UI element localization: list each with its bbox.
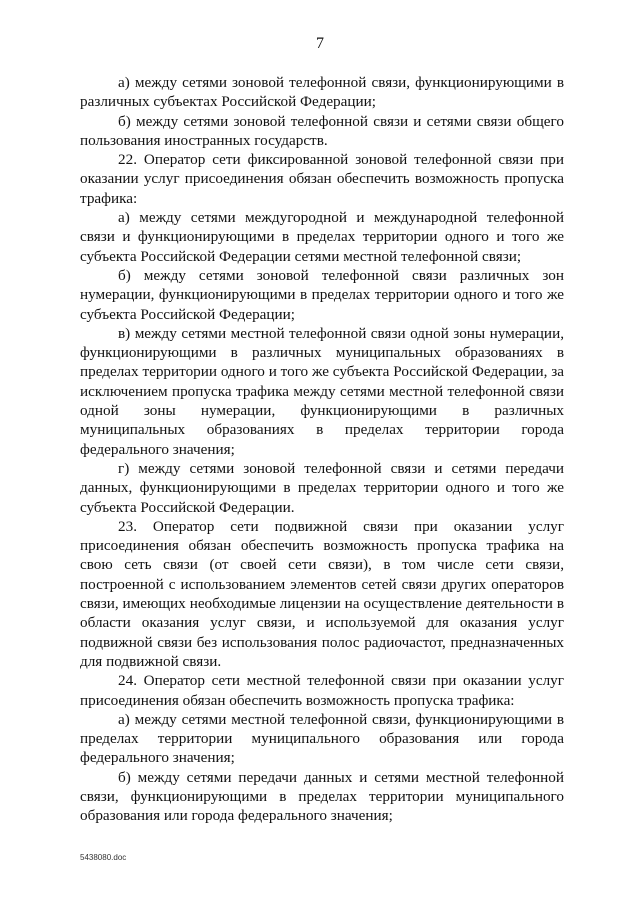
paragraph: а) между сетями зоновой телефонной связи, функционирующими в различных субъектах Российской Федерации; bbox=[80, 74, 564, 111]
paragraph: а) между сетями междугородной и международной телефонной связи и функционирующими в пределах территории одного и того же субъекта Российской Федерации сетями местной телефонной связи; bbox=[80, 209, 564, 265]
paragraph: б) между сетями передачи данных и сетями местной телефонной связи, функционирующими в пределах территории муниципального образования или города федерального значения; bbox=[80, 768, 564, 825]
document-body bbox=[80, 73, 564, 826]
paragraph: в) между сетями местной телефонной связи одной зоны нумерации, функционирующими в различных муниципальных образованиях в пределах территории одного и того же субъекта Российской Федерации, за исключением пропуска трафика между сетями местной телефонной связи одной зоны нумерации, функционирующими в различных муниципальных образованиях в пределах территории города федерального значения; bbox=[80, 324, 564, 458]
paragraph: б) между сетями зоновой телефонной связи различных зон нумерации, функционирующими в пределах территории одного и того же субъекта Российской Федерации; bbox=[80, 266, 564, 323]
file-name-footer: 5438080.doc bbox=[80, 853, 127, 862]
paragraph: а) между сетями местной телефонной связи, функционирующими в пределах территории муниципального образования или города федерального значения; bbox=[80, 710, 564, 767]
paragraph: 23. Оператор сети подвижной связи при оказании услуг присоединения обязан обеспечить возможность пропуска трафика на свою сеть связи (от своей сети связи), в том числе сети связи, построенной с использованием элементов сетей связи других операторов связи, имеющих необходимые лицензии на осуществление деятельности в области оказания услуг связи, и используемой для оказания услуг подвижной связи без использования полос радиочастот, предназначенных для подвижной связи. bbox=[80, 517, 564, 670]
paragraph: б) между сетями зоновой телефонной связи и сетями связи общего пользования иностранных государств. bbox=[80, 112, 564, 149]
paragraph: г) между сетями зоновой телефонной связи и сетями передачи данных, функционирующими в пределах территории одного и того же субъекта Российской Федерации. bbox=[80, 459, 564, 516]
page-number: 7 bbox=[316, 35, 324, 52]
paragraph: 24. Оператор сети местной телефонной связи при оказании услуг присоединения обязан обеспечить возможность пропуска трафика: bbox=[80, 672, 564, 709]
paragraph: 22. Оператор сети фиксированной зоновой телефонной связи при оказании услуг присоединения обязан обеспечить возможность пропуска трафика: bbox=[80, 151, 564, 207]
